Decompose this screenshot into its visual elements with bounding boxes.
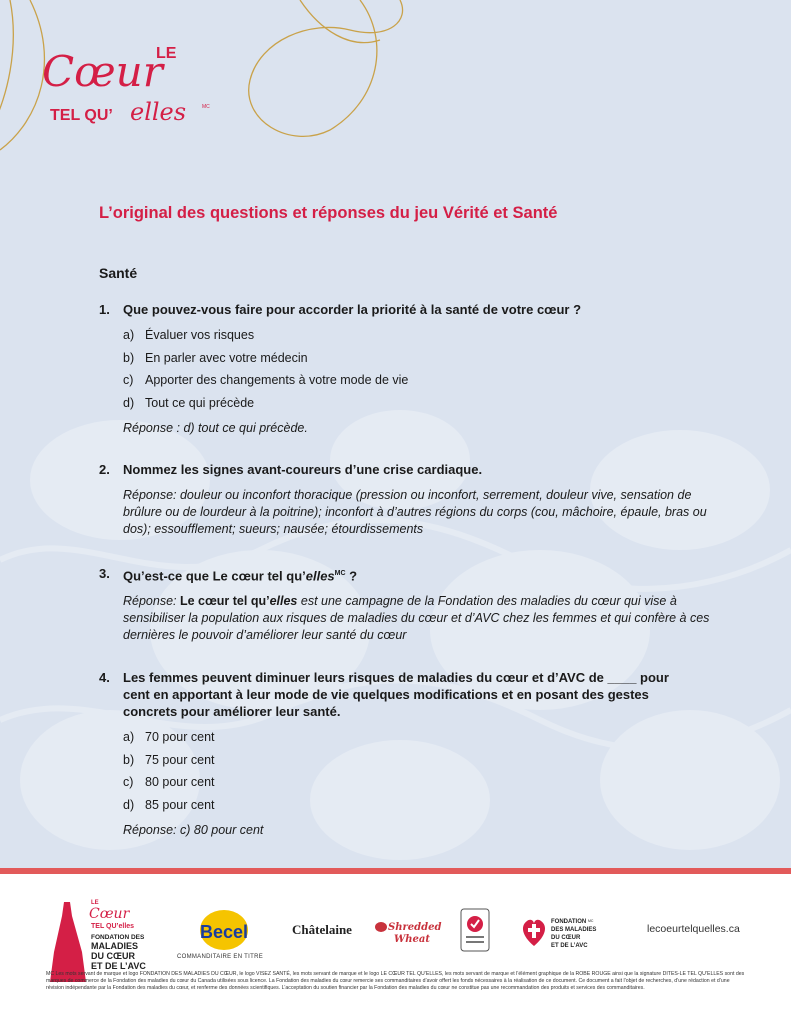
fondation-line: FONDATION (551, 919, 587, 925)
question-text: Les femmes peuvent diminuer leurs risques de maladies du cœur et d’AVC de ____ pour cent en apportant à leur mode de vie quelques modifications et en posant des gestes concrets pour améliorer leur santé. (123, 670, 669, 719)
chatelaine-logo: Châtelaine (292, 922, 352, 937)
logo-tel-qu: TEL QU’ (50, 107, 113, 124)
becel-wordmark: Becel (200, 922, 249, 942)
dress-logo-tel: TEL QU’elles (91, 923, 135, 930)
wheat-wordmark: Wheat (394, 934, 430, 945)
question-text-part: Qu’est-ce que Le cœur tel qu’ (123, 568, 306, 584)
answer-text: Réponse: douleur ou inconfort thoracique (pression ou inconfort, serrement, douleur vive, sensation de brûlure ou de lourdeur à la poitrine); inconfort à d’autres régions du corps (cou, mâchoire, épaule, bras ou dos); essoufflement; sueurs; nausée; étourdissements (123, 488, 707, 536)
option-letter: a) (123, 328, 135, 342)
question-text: Nommez les signes avant-coureurs d’une crise cardiaque. (123, 462, 483, 477)
question-4 (99, 669, 719, 839)
le-coeur-tel-quelles-logo (38, 30, 228, 130)
question-number: 4. (99, 670, 110, 685)
option-text: 85 pour cent (145, 797, 215, 812)
option-letter: a) (123, 730, 135, 744)
question-number: 2. (99, 462, 110, 477)
option-text: Apporter des changements à votre mode de vie (145, 373, 409, 387)
logo-coeur: Cœur (42, 47, 163, 96)
option-item (123, 369, 719, 392)
question-2 (99, 461, 719, 538)
legal-notice: MC Les mots servant de marque et logo FONDATION DES MALADIES DU CŒUR, le logo VISEZ SANTÉ, les mots servant de marque et le logo LE CŒUR TEL QU’ELLES, les mots servant de marque et l’élément graphique de la ROBE ROUGE ainsi que la signature DITES-LE TEL QU’ELLES sont des marques de commerce de la Fondation des maladies du cœur du Canada utilisées sous licence. La Fondation des maladies du cœur remercie ses commanditaires d’avoir offert les fonds nécessaires à la réalisation de ce document. Ce document a fait l’objet de recherches, d’une rédaction et d’une révision indépendante par la Fondation des maladies du cœur, et renferme des données scientifiques. L’acceptation du soutien financier par la Fondation des maladies du cœur ne constitue pas une recommandation des produits et services des commanditaires. (46, 971, 745, 992)
answer-rest: est une campagne de la Fondation des maladies du cœur qui vise à sensibiliser la population aux risques de maladies du cœur et d’AVC chez les femmes et qui confère à ces dernières le pouvoir d’améliorer leur santé du cœur (123, 594, 710, 643)
option-letter: b) (123, 350, 135, 365)
question-text-part: ? (345, 568, 358, 584)
dress-logo-line: FONDATION DES (91, 934, 145, 941)
fondation-line: ET DE L’AVC (551, 943, 588, 949)
website-url: lecoeurtelquelles.ca (647, 923, 740, 935)
option-letter: c) (123, 775, 134, 789)
option-letter: d) (123, 395, 135, 410)
option-list (123, 324, 719, 414)
option-letter: d) (123, 797, 135, 812)
answer-bold: Le cœur tel qu’ (179, 594, 270, 609)
logo-le: LE (156, 45, 177, 62)
trademark-mark: MC (334, 570, 346, 577)
question-number: 1. (99, 302, 110, 317)
footer (0, 874, 791, 1024)
section-heading: Santé (99, 265, 138, 281)
option-item (123, 324, 719, 347)
becel-logo (170, 908, 270, 978)
question-text (123, 565, 719, 584)
dress-logo-coeur: Cœur (89, 906, 130, 922)
option-text: Évaluer vos risques (145, 328, 255, 342)
option-text: 75 pour cent (145, 752, 215, 767)
fondation-maladies-coeur-logo (520, 914, 615, 950)
option-text: 80 pour cent (145, 775, 215, 789)
dress-logo-le: LE (91, 900, 99, 906)
option-item (123, 392, 719, 415)
dress-logo-line: DU CŒUR (91, 951, 135, 961)
shredded-wheat-logo (374, 918, 442, 946)
option-list (123, 726, 719, 816)
dress-logo-line: MALADIES (91, 941, 138, 951)
question-3 (99, 565, 719, 644)
answer-bold-italic: elles (269, 594, 298, 609)
dress-logo-line: ET DE L’AVC (91, 961, 146, 971)
question-number: 3. (99, 566, 110, 581)
fondation-line: DU CŒUR (551, 935, 581, 941)
option-item (123, 347, 719, 370)
option-letter: b) (123, 752, 135, 767)
logo-mc: MC (202, 104, 210, 110)
becel-caption: COMMANDITAIRE EN TITRE (176, 954, 264, 960)
fondation-line: DES MALADIES (551, 927, 597, 933)
answer-text: Réponse: c) 80 pour cent (123, 823, 264, 837)
question-1 (99, 301, 719, 437)
logo-elles: elles (130, 98, 187, 126)
question-text: Que pouvez-vous faire pour accorder la priorité à la santé de votre cœur ? (123, 302, 582, 317)
shredded-wordmark: Shredded (388, 922, 442, 933)
visez-sante-icon (460, 908, 490, 952)
option-text: 70 pour cent (145, 730, 215, 744)
option-text: En parler avec votre médecin (145, 350, 308, 365)
option-item (123, 749, 719, 772)
answer-prefix: Réponse: (123, 594, 180, 609)
answer-text (123, 593, 719, 644)
page-title: L’original des questions et réponses du jeu Vérité et Santé (99, 204, 558, 222)
option-item (123, 771, 719, 794)
question-text-italic: elles (305, 568, 335, 584)
red-dress-icon (50, 902, 86, 982)
option-letter: c) (123, 373, 134, 387)
option-item (123, 794, 719, 817)
fondation-mc: MC (588, 919, 594, 923)
option-text: Tout ce qui précède (145, 395, 255, 410)
option-item (123, 726, 719, 749)
answer-text: Réponse : d) tout ce qui précède. (123, 421, 308, 435)
